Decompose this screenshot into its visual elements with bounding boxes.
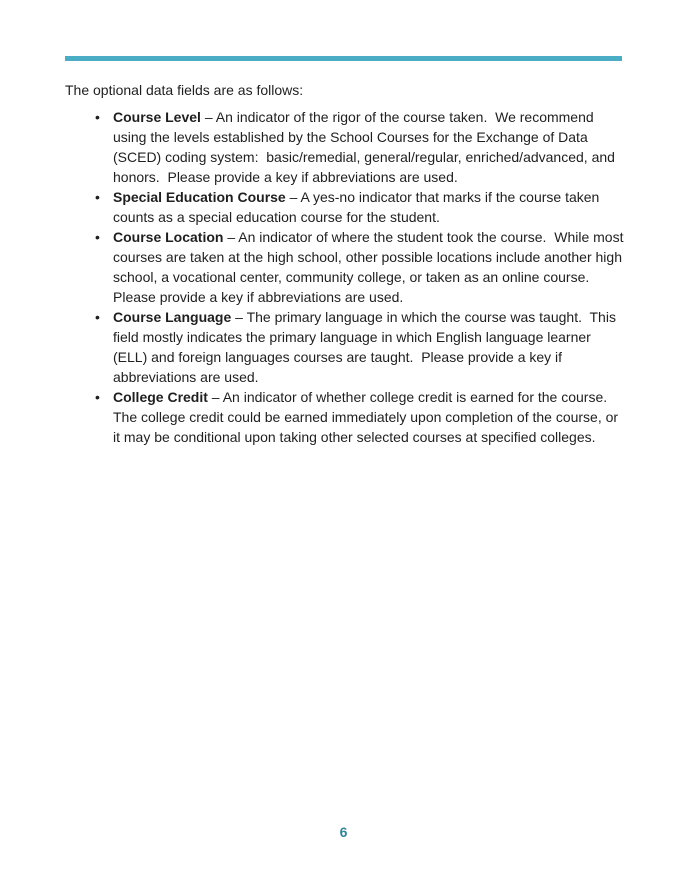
list-item-body [113,227,628,307]
field-description: – The primary language in which the course was taught. This field mostly indicates the primary language in which English language learner (ELL) and foreign languages courses are taught. Please provide a key if abbreviations are used. [113,309,620,385]
field-term: College Credit [113,389,208,405]
bullet-icon [95,387,113,407]
list-item [95,107,625,187]
list-item [95,387,625,447]
page-content [65,80,628,447]
field-description: – A yes-no indicator that marks if the course taken counts as a special education course for the student. [113,189,604,225]
field-description: – An indicator of whether college credit is earned for the course. The college credit could be earned immediately upon completion of the course, or it may be conditional upon taking other selected courses at specified colleges. [113,389,622,445]
page-number: 6 [339,824,348,840]
bullet-icon [95,227,113,247]
list-item-body [113,387,625,447]
field-term: Course Level [113,109,201,125]
list-item-body [113,107,625,187]
field-term: Special Education Course [113,189,286,205]
bullet-icon [95,187,113,207]
list-item-body [113,307,625,387]
field-description: – An indicator of the rigor of the course taken. We recommend using the levels established by the School Courses for the Exchange of Data (SCED) coding system: basic/remedial, general/regular, enriched/advanced, and honors. Please provide a key if abbreviations are used. [113,109,619,185]
top-accent-rule [65,56,622,61]
intro-paragraph: The optional data fields are as follows: [65,82,304,98]
field-term: Course Language [113,309,232,325]
optional-fields-list [95,107,628,447]
bullet-icon [95,107,113,127]
field-term: Course Location [113,229,224,245]
list-item [95,187,625,227]
bullet-icon [95,307,113,327]
list-item [95,307,625,387]
field-description: – An indicator of where the student took the course. While most courses are taken at the high school, other possible locations include another high school, a vocational center, community college, or taken as an online course. Please provide a key if abbreviations are used. [113,229,628,305]
list-item [95,227,628,307]
list-item-body [113,187,625,227]
